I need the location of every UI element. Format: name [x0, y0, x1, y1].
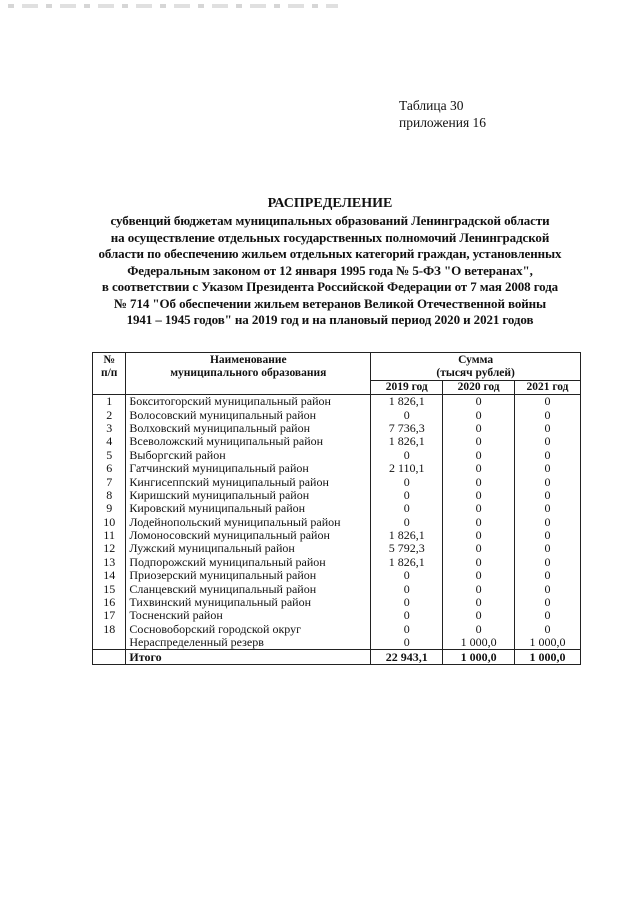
table-row — [93, 395, 581, 409]
amount-2021: 0 — [514, 569, 580, 582]
amount-2021: 0 — [514, 449, 580, 462]
amount-2021: 0 — [514, 556, 580, 569]
table-row — [93, 475, 581, 488]
amount-2021: 0 — [514, 623, 580, 636]
total-2021: 1 000,0 — [514, 650, 580, 664]
amount-2019: 5 792,3 — [371, 542, 443, 555]
row-number: 10 — [93, 516, 126, 529]
table-row — [93, 556, 581, 569]
total-2020: 1 000,0 — [443, 650, 515, 664]
amount-2021: 0 — [514, 462, 580, 475]
row-number: 16 — [93, 596, 126, 609]
amount-2020: 0 — [443, 435, 515, 448]
amount-2019: 0 — [371, 596, 443, 609]
row-number: 5 — [93, 449, 126, 462]
municipality-name: Волховский муниципальный район — [126, 422, 371, 435]
amount-2019: 0 — [371, 623, 443, 636]
amount-2019: 0 — [371, 449, 443, 462]
row-number: 12 — [93, 542, 126, 555]
municipality-name: Тихвинский муниципальный район — [126, 596, 371, 609]
municipality-name: Нераспределенный резерв — [126, 636, 371, 650]
municipality-name: Гатчинский муниципальный район — [126, 462, 371, 475]
municipality-name: Сосновоборский городской округ — [126, 623, 371, 636]
amount-2020: 0 — [443, 462, 515, 475]
table-row — [93, 609, 581, 622]
amount-2019: 1 826,1 — [371, 435, 443, 448]
amount-2019: 7 736,3 — [371, 422, 443, 435]
table-row — [93, 435, 581, 448]
row-number: 11 — [93, 529, 126, 542]
table-body — [93, 395, 581, 650]
amount-2020: 0 — [443, 569, 515, 582]
amount-2019: 1 826,1 — [371, 395, 443, 409]
table-row — [93, 596, 581, 609]
municipality-name: Кировский муниципальный район — [126, 502, 371, 515]
table-row — [93, 569, 581, 582]
amount-2020: 0 — [443, 529, 515, 542]
amount-2020: 0 — [443, 542, 515, 555]
municipality-name: Приозерский муниципальный район — [126, 569, 371, 582]
amount-2020: 0 — [443, 475, 515, 488]
amount-2021: 0 — [514, 408, 580, 421]
table-row — [93, 529, 581, 542]
title-description — [60, 213, 600, 329]
table-row — [93, 449, 581, 462]
amount-2020: 0 — [443, 556, 515, 569]
title-line: 1941 – 1945 годов" на 2019 год и на плановый период 2020 и 2021 годов — [126, 312, 534, 327]
row-number: 9 — [93, 502, 126, 515]
amount-2020: 0 — [443, 516, 515, 529]
municipality-name: Волосовский муниципальный район — [126, 408, 371, 421]
amount-2020: 0 — [443, 408, 515, 421]
title-line: Федеральным законом от 12 января 1995 года № 5-ФЗ "О ветеранах", — [127, 262, 533, 278]
municipality-name: Бокситогорский муниципальный район — [126, 395, 371, 409]
column-header-sum: Сумма (тысяч рублей) — [371, 353, 581, 381]
amount-2019: 0 — [371, 582, 443, 595]
row-number: 4 — [93, 435, 126, 448]
amount-2019: 1 826,1 — [371, 556, 443, 569]
amount-2019: 0 — [371, 569, 443, 582]
column-header-name: Наименование муниципального образования — [126, 353, 371, 395]
amount-2020: 0 — [443, 596, 515, 609]
table-row — [93, 489, 581, 502]
distribution-table — [92, 352, 581, 665]
amount-2020: 0 — [443, 502, 515, 515]
total-number-cell — [93, 650, 126, 664]
table-row — [93, 502, 581, 515]
municipality-name: Всеволожский муниципальный район — [126, 435, 371, 448]
municipality-name: Лодейнопольский муниципальный район — [126, 516, 371, 529]
amount-2020: 0 — [443, 449, 515, 462]
row-number: 17 — [93, 609, 126, 622]
amount-2021: 0 — [514, 582, 580, 595]
table-row — [93, 462, 581, 475]
amount-2021: 0 — [514, 502, 580, 515]
table-header-row — [93, 353, 581, 381]
amount-2021: 1 000,0 — [514, 636, 580, 650]
table-row — [93, 542, 581, 555]
title-heading: РАСПРЕДЕЛЕНИЕ — [267, 196, 393, 211]
amount-2021: 0 — [514, 489, 580, 502]
amount-2020: 0 — [443, 489, 515, 502]
amount-2019: 0 — [371, 609, 443, 622]
row-number: 15 — [93, 582, 126, 595]
amount-2021: 0 — [514, 435, 580, 448]
amount-2019: 0 — [371, 475, 443, 488]
municipality-name: Лужский муниципальный район — [126, 542, 371, 555]
title-line: субвенций бюджетам муниципальных образований Ленинградской области — [110, 213, 550, 228]
column-header-2019: 2019 год — [371, 381, 443, 395]
municipality-name: Киришский муниципальный район — [126, 489, 371, 502]
amount-2021: 0 — [514, 395, 580, 409]
scan-header-marks — [8, 4, 338, 8]
row-number: 6 — [93, 462, 126, 475]
row-number: 2 — [93, 408, 126, 421]
amount-2021: 0 — [514, 542, 580, 555]
amount-2021: 0 — [514, 422, 580, 435]
row-number: 14 — [93, 569, 126, 582]
amount-2019: 0 — [371, 516, 443, 529]
row-number: 8 — [93, 489, 126, 502]
table-row — [93, 582, 581, 595]
title-line: № 714 "Об обеспечении жильем ветеранов Великой Отечественной войны — [113, 295, 547, 311]
amount-2019: 0 — [371, 502, 443, 515]
table-row — [93, 623, 581, 636]
row-number: 7 — [93, 475, 126, 488]
column-header-number: № п/п — [93, 353, 126, 395]
table-row — [93, 408, 581, 421]
row-number: 13 — [93, 556, 126, 569]
municipality-name: Выборгский район — [126, 449, 371, 462]
municipality-name: Ломоносовский муниципальный район — [126, 529, 371, 542]
amount-2021: 0 — [514, 529, 580, 542]
table-row — [93, 636, 581, 650]
amount-2020: 0 — [443, 582, 515, 595]
title-line: на осуществление отдельных государственных полномочий Ленинградской — [110, 229, 550, 245]
column-header-2021: 2021 год — [514, 381, 580, 395]
municipality-name: Кингисеппский муниципальный район — [126, 475, 371, 488]
title-line: области по обеспечению жильем отдельных категорий граждан, установленных — [98, 246, 562, 261]
amount-2020: 0 — [443, 609, 515, 622]
column-header-2020: 2020 год — [443, 381, 515, 395]
row-number: 18 — [93, 623, 126, 636]
amount-2019: 0 — [371, 489, 443, 502]
table-row — [93, 516, 581, 529]
amount-2019: 0 — [371, 636, 443, 650]
table-row — [93, 422, 581, 435]
total-2019: 22 943,1 — [371, 650, 443, 664]
amount-2020: 1 000,0 — [443, 636, 515, 650]
row-number — [93, 636, 126, 650]
amount-2021: 0 — [514, 475, 580, 488]
title-line: в соответствии с Указом Президента Российской Федерации от 7 мая 2008 года — [101, 279, 559, 294]
amount-2021: 0 — [514, 609, 580, 622]
row-number: 3 — [93, 422, 126, 435]
amount-2021: 0 — [514, 596, 580, 609]
amount-2021: 0 — [514, 516, 580, 529]
amount-2020: 0 — [443, 623, 515, 636]
appendix-number: приложения 16 — [399, 115, 487, 130]
municipality-name: Сланцевский муниципальный район — [126, 582, 371, 595]
table-reference — [399, 97, 486, 131]
amount-2019: 0 — [371, 408, 443, 421]
municipality-name: Тосненский район — [126, 609, 371, 622]
amount-2019: 1 826,1 — [371, 529, 443, 542]
total-label: Итого — [126, 650, 371, 664]
row-number: 1 — [93, 395, 126, 409]
municipality-name: Подпорожский муниципальный район — [126, 556, 371, 569]
total-row — [93, 650, 581, 664]
amount-2019: 2 110,1 — [371, 462, 443, 475]
document-title — [60, 195, 600, 329]
table-number: Таблица 30 — [399, 98, 464, 113]
amount-2020: 0 — [443, 422, 515, 435]
amount-2020: 0 — [443, 395, 515, 409]
